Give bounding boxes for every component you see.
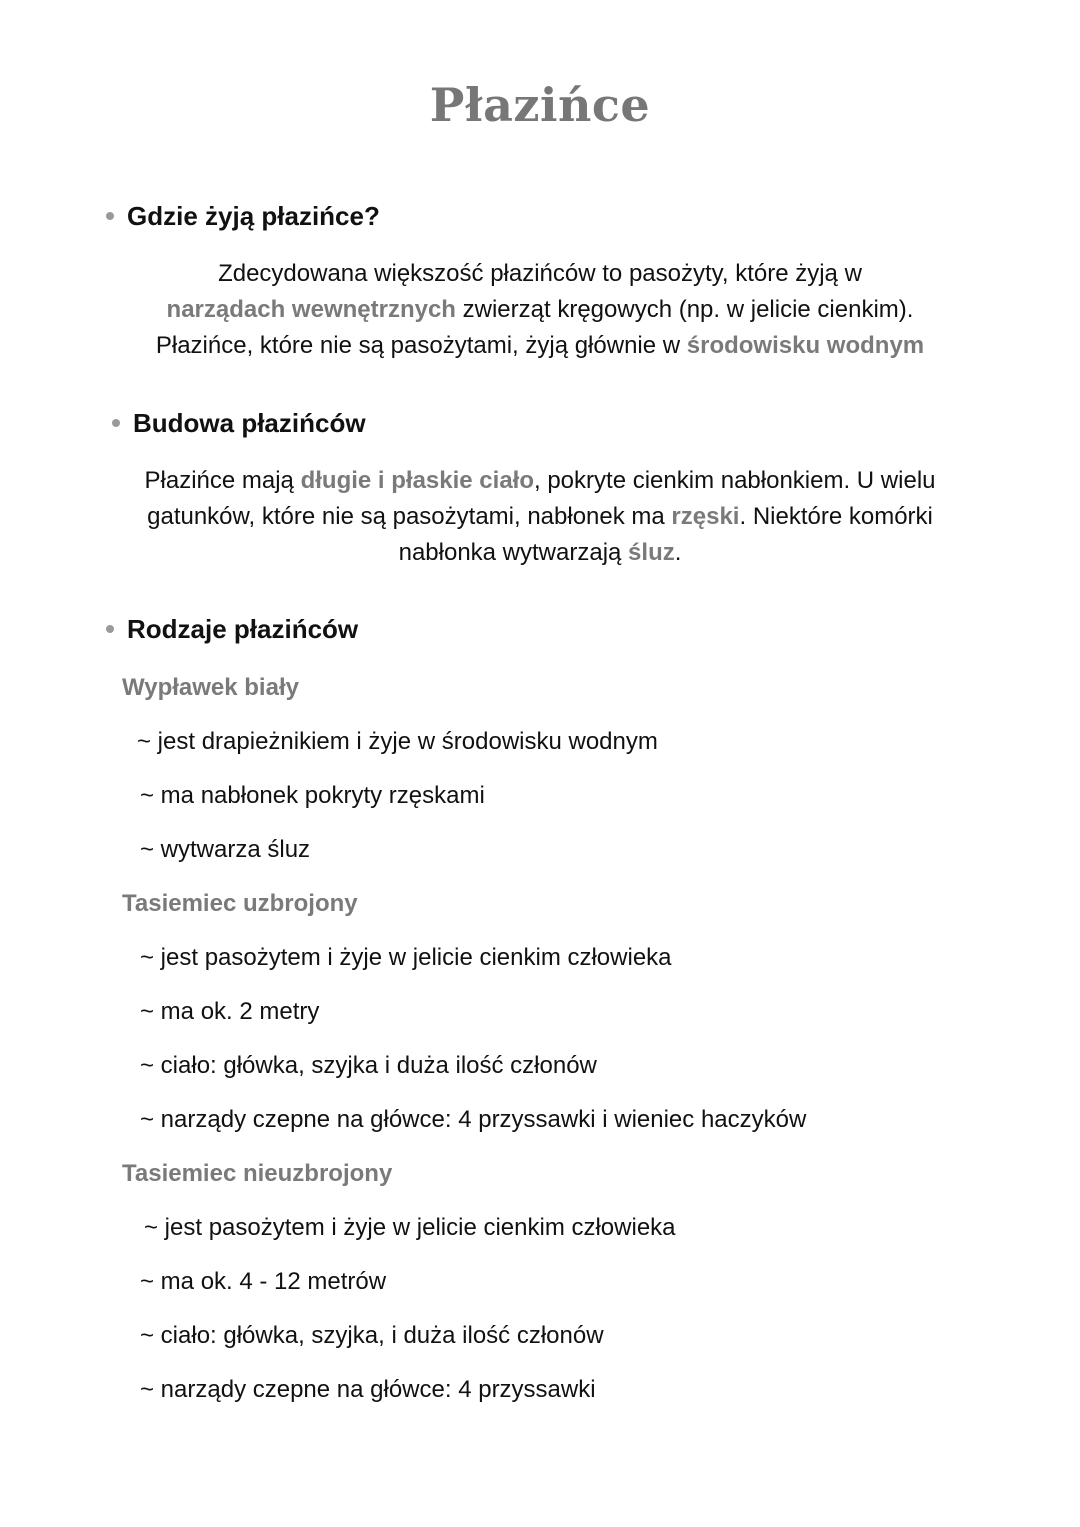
section-heading-structure xyxy=(112,408,366,439)
paragraph-line: Zdecydowana większość płazińców to pasożyty, które żyją w xyxy=(218,260,862,287)
paragraph-text: . xyxy=(674,539,682,566)
paragraph-text: gatunków, które nie są pasożytami, nabłonek ma xyxy=(147,503,672,530)
paragraph-line xyxy=(60,463,1020,499)
heading-text: Rodzaje płazińców xyxy=(127,614,359,644)
list-item: ~ ma ok. 2 metry xyxy=(140,998,320,1025)
highlight-text: długie i płaskie ciało xyxy=(300,467,534,494)
list-item: ~ ciało: główka, szyjka i duża ilość członów xyxy=(140,1052,597,1079)
paragraph-text: , pokryte cienkim nabłonkiem. U wielu xyxy=(534,467,936,494)
paragraph-text: . Niektóre komórki xyxy=(739,503,933,530)
paragraph-line xyxy=(60,292,1020,328)
section-heading-habitat xyxy=(106,201,380,232)
bullet-icon xyxy=(106,625,114,633)
highlight-text: środowisku wodnym xyxy=(686,332,925,359)
list-item: ~ ma nabłonek pokryty rzęskami xyxy=(140,782,485,809)
highlight-text: narządach wewnętrznych xyxy=(166,296,456,323)
paragraph-line xyxy=(60,499,1020,535)
heading-text: Gdzie żyją płazińce? xyxy=(127,201,380,231)
habitat-paragraph xyxy=(60,256,1020,364)
paragraph-text: Płazińce, które nie są pasożytami, żyją głównie w xyxy=(155,332,687,359)
heading-text: Budowa płazińców xyxy=(133,408,366,438)
paragraph-line xyxy=(60,328,1020,364)
highlight-text: rzęski xyxy=(671,503,740,530)
highlight-text: śluz xyxy=(628,539,675,566)
page-title: Płazińce xyxy=(429,78,651,132)
list-item: ~ narządy czepne na główce: 4 przyssawki i wieniec haczyków xyxy=(140,1106,807,1133)
species-name: Wypławek biały xyxy=(122,674,299,701)
list-item: ~ ma ok. 4 - 12 metrów xyxy=(140,1268,387,1295)
bullet-icon xyxy=(106,212,114,220)
paragraph-line xyxy=(60,535,1020,571)
paragraph-text: Płazińce mają xyxy=(144,467,301,494)
list-item: ~ jest pasożytem i żyje w jelicie cienkim człowieka xyxy=(140,944,672,971)
structure-paragraph xyxy=(60,463,1020,571)
list-item: ~ ciało: główka, szyjka, i duża ilość członów xyxy=(140,1322,604,1349)
bullet-icon xyxy=(112,419,120,427)
paragraph-text: nabłonka wytwarzają xyxy=(398,539,629,566)
paragraph-text: zwierząt kręgowych (np. w jelicie cienkim). xyxy=(455,296,914,323)
species-name: Tasiemiec nieuzbrojony xyxy=(122,1160,393,1187)
species-name: Tasiemiec uzbrojony xyxy=(122,890,358,917)
list-item: ~ wytwarza śluz xyxy=(140,836,311,863)
section-heading-types xyxy=(106,614,358,645)
list-item: ~ jest pasożytem i żyje w jelicie cienkim człowieka xyxy=(144,1214,676,1241)
list-item: ~ narządy czepne na główce: 4 przyssawki xyxy=(140,1376,596,1403)
list-item: ~ jest drapieżnikiem i żyje w środowisku wodnym xyxy=(137,728,658,755)
